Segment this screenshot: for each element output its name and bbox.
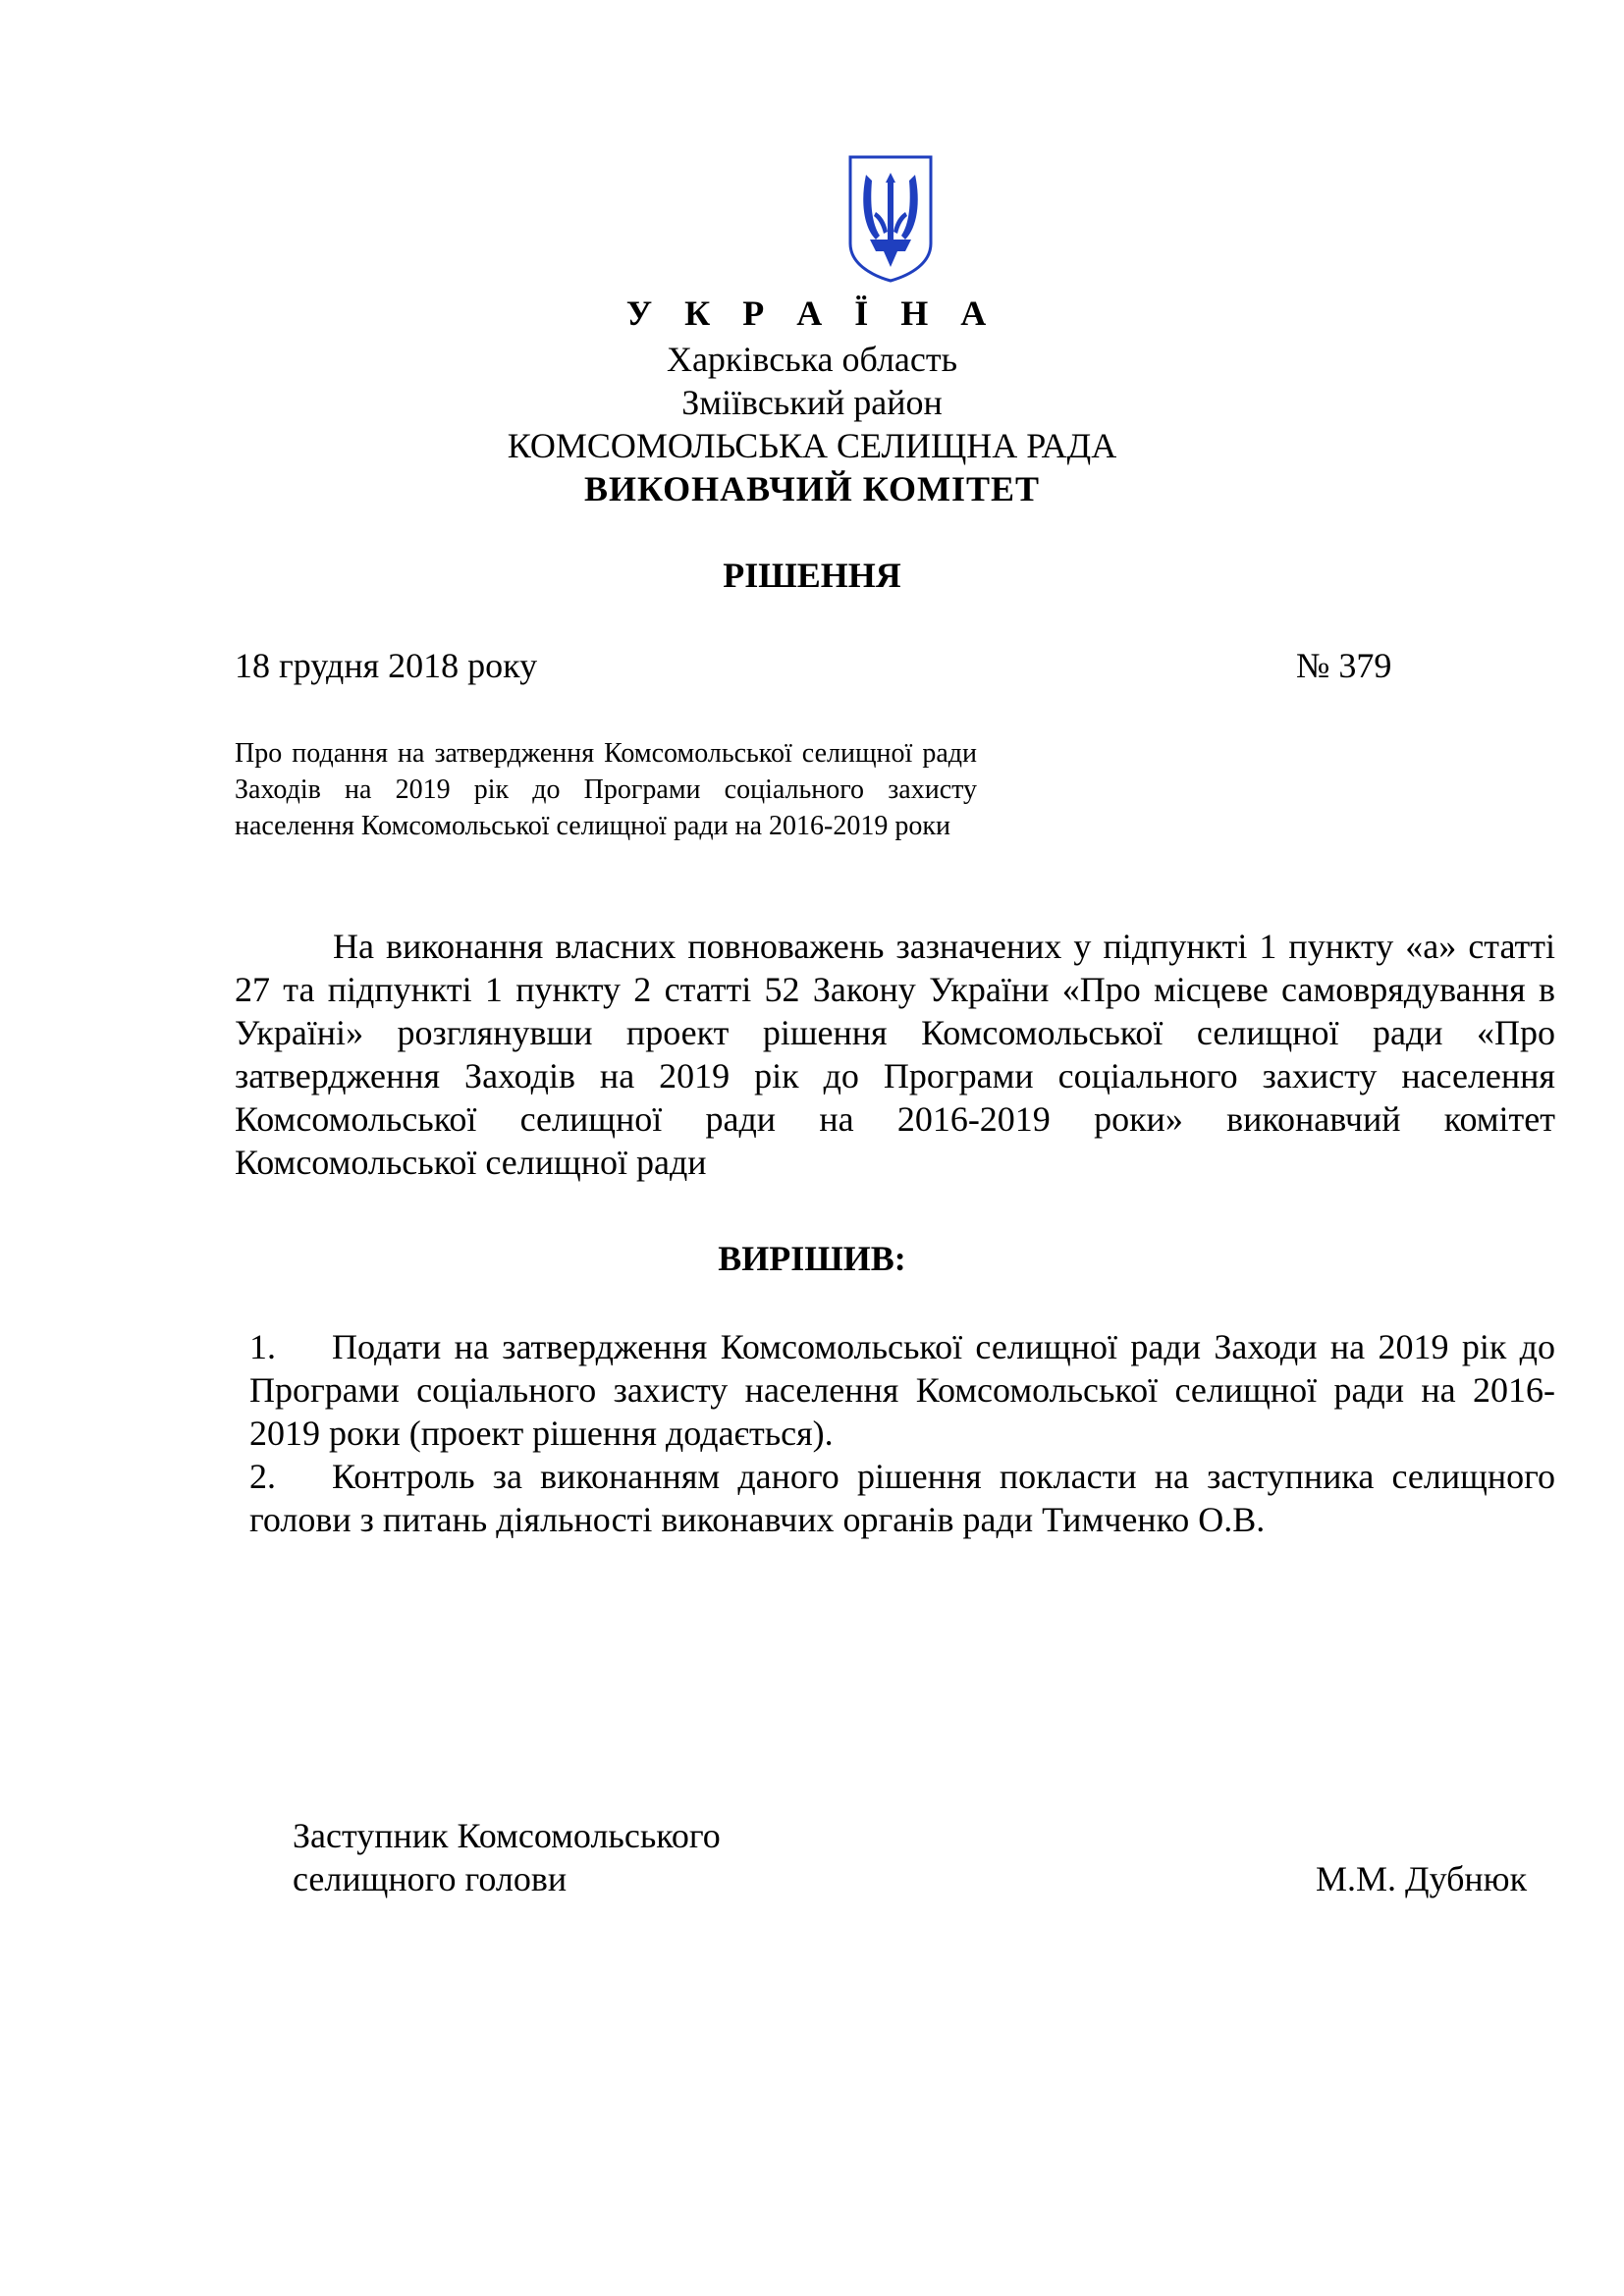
signer-title-line-1: Заступник Комсомольського [293,1816,721,1855]
decided-heading: ВИРІШИВ: [718,1239,906,1278]
item-number: 1. [249,1327,276,1366]
item-number: 2. [249,1457,276,1496]
country-heading: У К Р А Ї Н А [625,294,999,333]
signer-title [293,1814,721,1900]
decision-date: 18 грудня 2018 року [235,646,538,685]
decision-items [249,1325,1555,1541]
region-line: Харківська область [666,340,958,379]
decision-subject: Про подання на затвердження Комсомольської селищної ради Заходів на 2019 рік до Програми соціального захисту населення Комсомольської селищної ради на 2016-2019 роки [235,738,977,841]
committee-line: ВИКОНАВЧИЙ КОМІТЕТ [583,469,1041,508]
item-text: Контроль за виконанням даного рішення покласти на заступника селищного голови з питань діяльності виконавчих органів ради Тимченко О.В. [249,1457,1555,1539]
document-type-title: РІШЕННЯ [723,556,901,595]
signer-title-line-2: селищного голови [293,1859,568,1898]
signer-name: М.М. Дубнюк [1316,1859,1528,1898]
item-text: Подати на затвердження Комсомольської селищної ради Заходи на 2019 рік до Програми соціального захисту населення Комсомольської селищної ради на 2016-2019 роки (проект рішення додається). [249,1327,1555,1453]
ukraine-coat-of-arms-icon [846,153,935,283]
decision-number: № 379 [1296,646,1392,685]
decision-item [249,1325,1555,1455]
council-line: КОМСОМОЛЬСЬКА СЕЛИЩНА РАДА [507,426,1117,465]
district-line: Зміївський район [681,383,943,422]
preamble-paragraph: На виконання власних повноважень зазначених у підпункті 1 пункту «а» статті 27 та підпункті 1 пункту 2 статті 52 Закону України «Про місцеве самоврядування в Україні» розглянувши проект рішення Комсомольської селищної ради «Про затвердження Заходів на 2019 рік до Програми соціального захисту населення Комсомольської селищної ради на 2016-2019 роки» виконавчий комітет Комсомольської селищної ради [235,927,1555,1182]
decision-item [249,1455,1555,1541]
